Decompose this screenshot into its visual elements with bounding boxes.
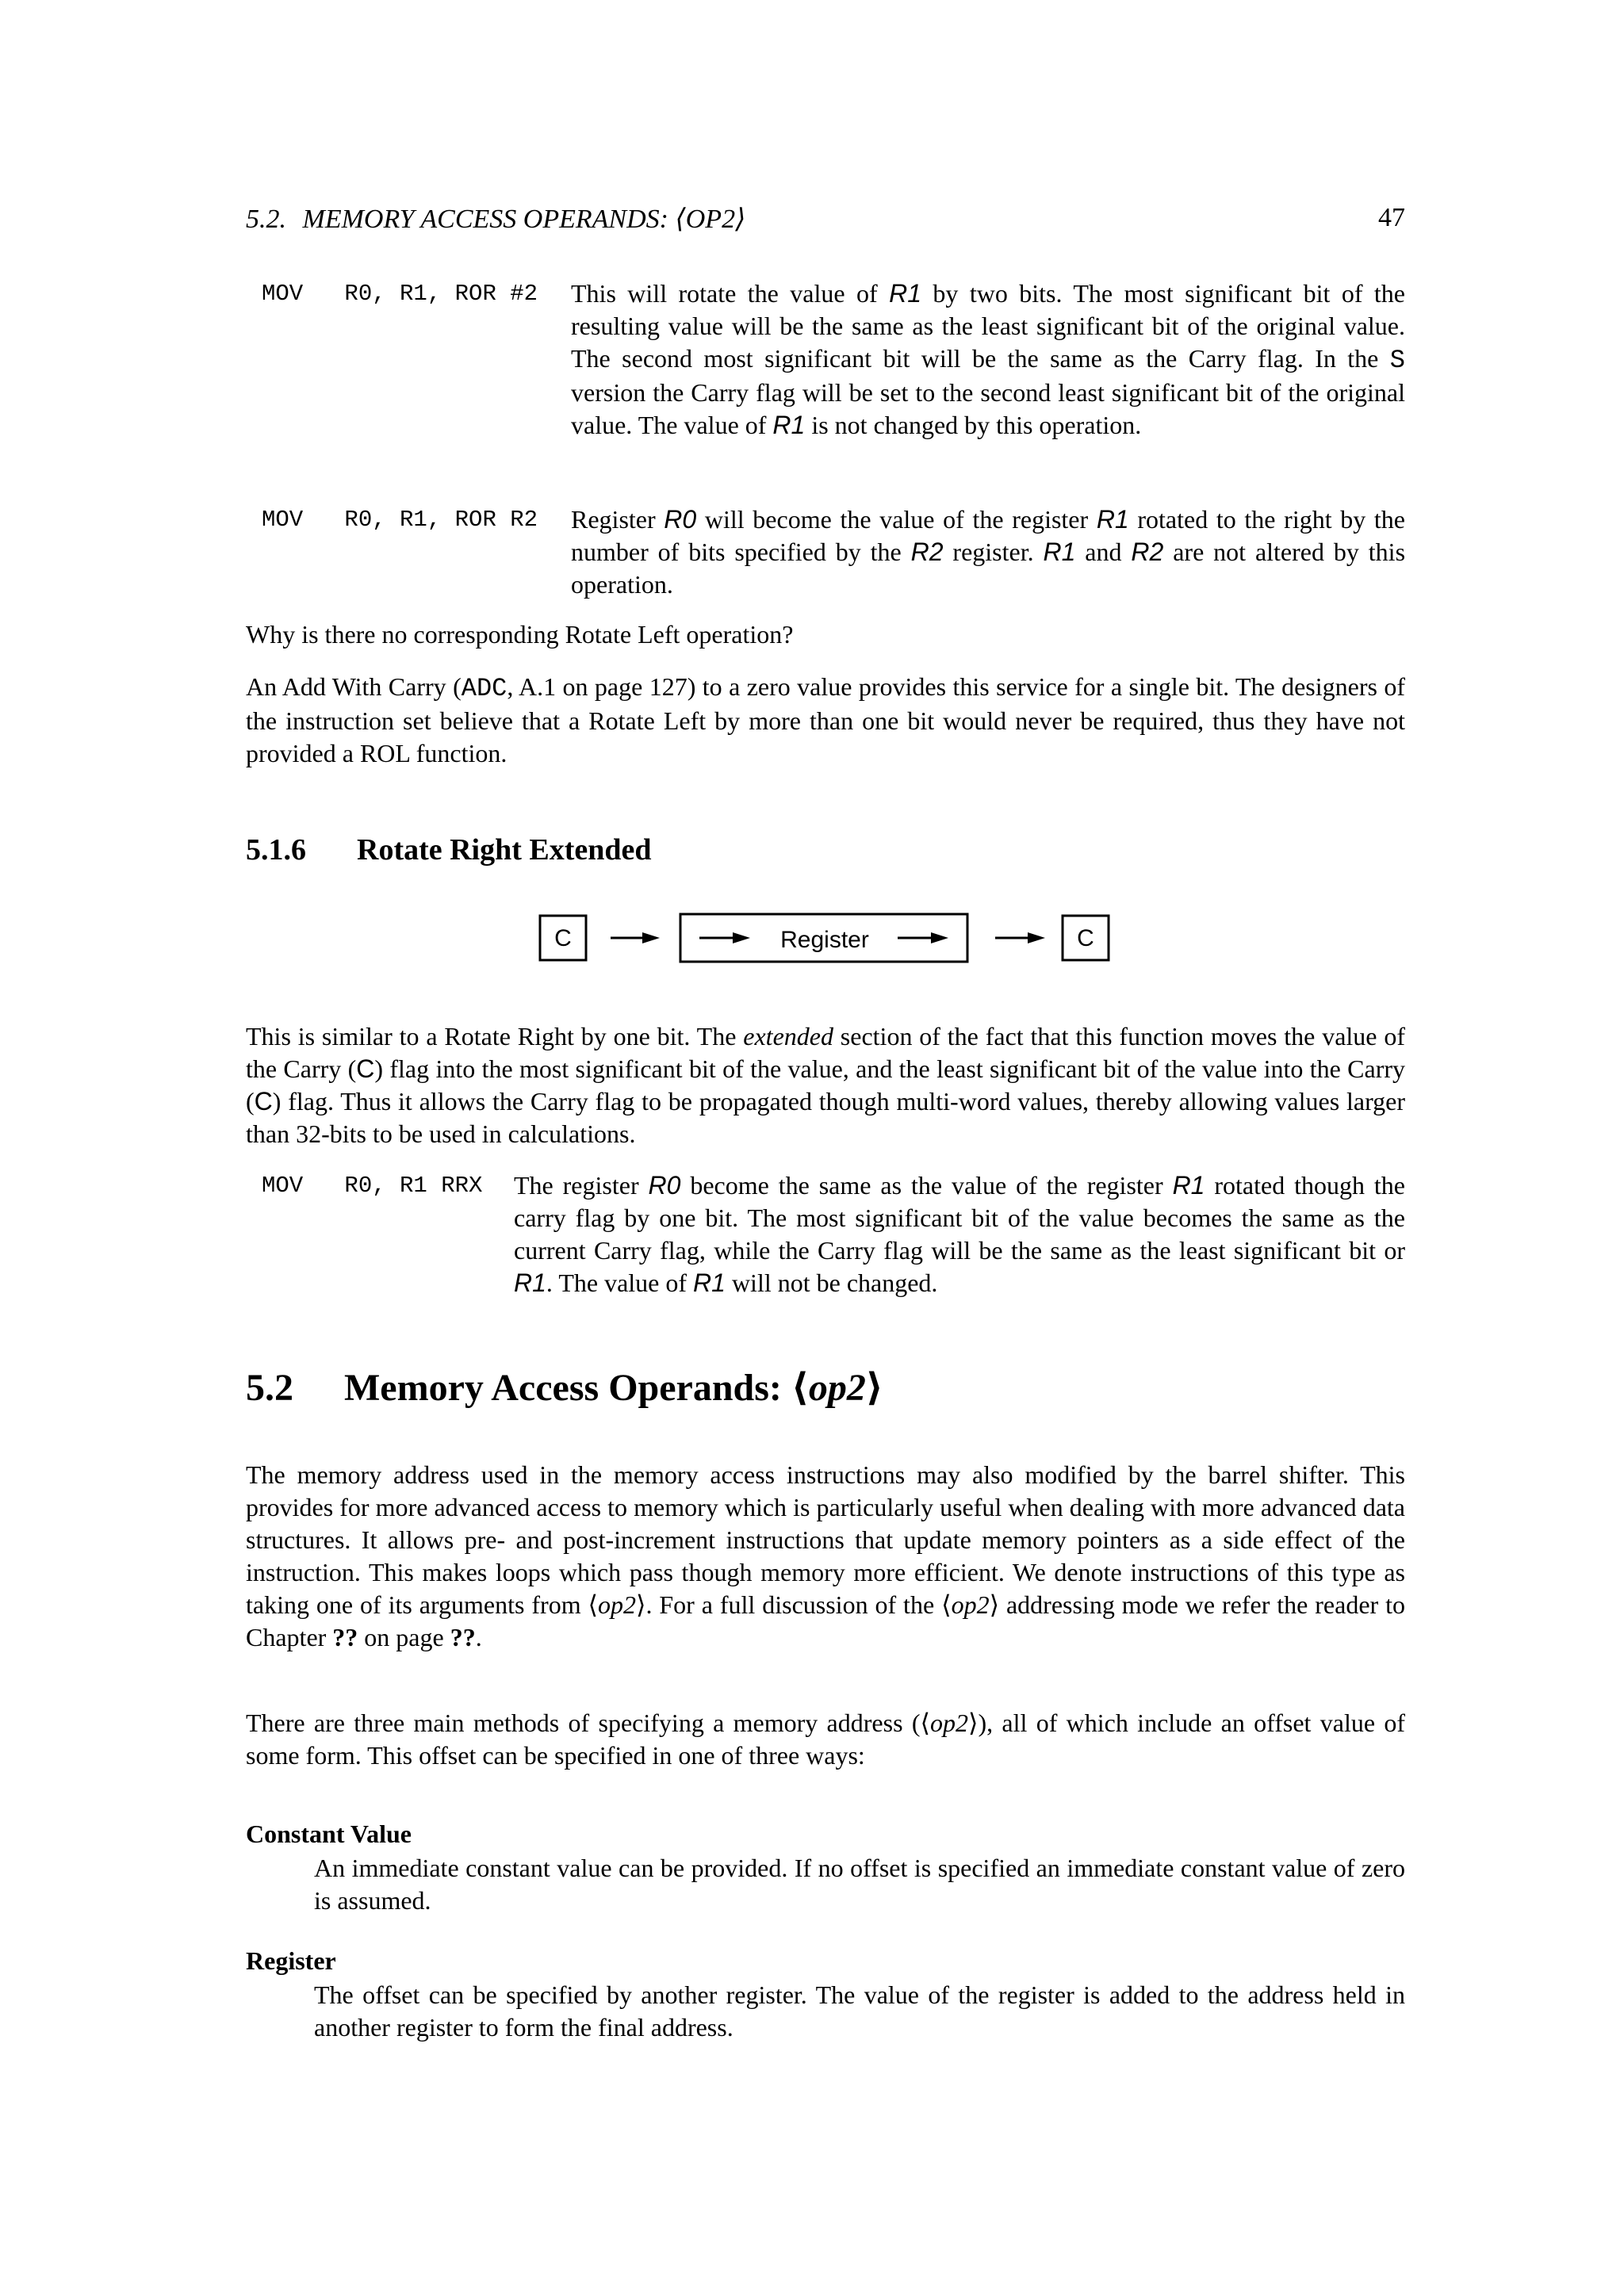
register-name: R1 — [1043, 538, 1076, 566]
subsection-number: 5.1.6 — [246, 833, 306, 867]
carry-out-box — [1063, 916, 1109, 960]
subsection-heading — [246, 832, 652, 867]
example-description: The register R0 become the same as the value of the register R1 rotated though the carry flag by one bit. The most significant bit of the value becomes the same as the current Carry flag, while the Carry flag will be the same as the least significant bit or R1. The value of R1 will not be changed. — [514, 1171, 1406, 1297]
running-head-title: MEMORY ACCESS OPERANDS: ⟨OP2⟩ — [302, 205, 746, 234]
code-snippet: MOV R0, R1, ROR #2 — [262, 281, 538, 307]
page-number: 47 — [1378, 203, 1405, 232]
register-name: R2 — [1131, 538, 1164, 566]
inline-term: op2 — [951, 1590, 990, 1619]
section-title-em: op2 — [808, 1367, 866, 1409]
inline-term: extended — [743, 1022, 833, 1050]
inline-term: C — [254, 1087, 273, 1115]
example-description: This will rotate the value of R1 by two bits. The most significant bit of the resulting value will be the same as the least significant bit of the original value. The second most significant bit will be the same as the Carry flag. In the S version the Carry flag will be set to the second least significant bit of the original value. The value of R1 is not changed by this operation. — [571, 279, 1406, 439]
example-description: Register R0 will become the value of the register R1 rotated to the right by the number of bits specified by the R2 register. R1 and R2 are not altered by this operation. — [571, 505, 1406, 599]
register-name: R1 — [889, 279, 921, 308]
rrx-paragraph: This is similar to a Rotate Right by one bit. The extended section of the fact that this function moves the value of the Carry (C) flag into the most significant bit of the value, and the least significant bit of the value into the Carry (C) flag. Thus it allows the Carry flag to be propagated though multi-word values, thereby allowing values larger than 32-bits to be used in calculations. — [246, 1022, 1406, 1148]
register-name: R2 — [910, 538, 944, 566]
register-name: R0 — [664, 505, 697, 534]
inline-term: ?? — [450, 1623, 476, 1651]
example-ror-register — [262, 503, 1405, 607]
register-name: R0 — [648, 1171, 681, 1200]
register-name: R1 — [693, 1269, 726, 1297]
inline-term: op2 — [597, 1590, 636, 1619]
inline-term: S — [1389, 346, 1405, 375]
section-number: 5.2 — [246, 1367, 293, 1409]
question-paragraph: Why is there no corresponding Rotate Left operation? — [246, 620, 794, 649]
arrow-right-icon — [995, 932, 1045, 943]
carry-in-label: C — [554, 925, 572, 951]
definition-body: The offset can be specified by another register. The value of the register is added to the address held in another register to form the final address. — [314, 1980, 1405, 2042]
inline-term: C — [356, 1054, 375, 1083]
section-heading — [246, 1365, 883, 1410]
inline-term: op2 — [929, 1709, 968, 1737]
section-paragraph-2: There are three main methods of specifying a memory address (⟨op2⟩), all of which include an offset value of some form. This offset can be specified in one of three ways: — [246, 1709, 1406, 1770]
register-name: R1 — [1172, 1171, 1205, 1200]
inline-term: ADC — [461, 674, 508, 703]
answer-paragraph: An Add With Carry (ADC, A.1 on page 127) to a zero value provides this service for a single bit. The designers of the instruction set believe that a Rotate Left by more than one bit would never be required, thus they have not provided a ROL function. — [246, 672, 1406, 767]
code-snippet: MOV R0, R1 RRX — [262, 1173, 483, 1199]
carry-in-box — [540, 916, 586, 960]
register-name: R1 — [514, 1269, 546, 1297]
definition-body: An immediate constant value can be provided. If no offset is specified an immediate constant value of zero is assumed. — [314, 1854, 1405, 1915]
code-snippet: MOV R0, R1, ROR R2 — [262, 507, 538, 533]
register-name: R1 — [772, 411, 806, 439]
running-head-section: 5.2. — [246, 205, 286, 234]
register-box — [680, 914, 967, 962]
section-title-prefix: Memory Access Operands: ⟨ — [344, 1367, 809, 1409]
example-rrx — [262, 1169, 1405, 1304]
subsection-title: Rotate Right Extended — [357, 833, 652, 867]
carry-out-label: C — [1077, 925, 1094, 951]
arrow-right-icon — [611, 932, 660, 943]
definition-term: Constant Value — [246, 1820, 412, 1848]
register-label: Register — [780, 927, 869, 953]
section-title-suffix: ⟩ — [865, 1367, 883, 1409]
example-ror-immediate — [262, 277, 1405, 476]
running-head — [246, 203, 1405, 238]
register-name: R1 — [1096, 505, 1129, 534]
definition-term: Register — [246, 1946, 336, 1975]
inline-term: ?? — [332, 1623, 358, 1651]
section-paragraph-1: The memory address used in the memory access instructions may also modified by the barrel shifter. This provides for more advanced access to memory which is particularly useful when dealing with more advanced data structures. It allows pre- and post-increment instructions that update memory pointers as a side effect of the instruction. This makes loops which pass though memory more efficient. We denote instructions of this type as taking one of its arguments from ⟨op2⟩. For a full discussion of the ⟨op2⟩ addressing mode we refer the reader to Chapter ?? on page ??. — [246, 1460, 1406, 1651]
rrx-diagram — [531, 908, 1118, 963]
